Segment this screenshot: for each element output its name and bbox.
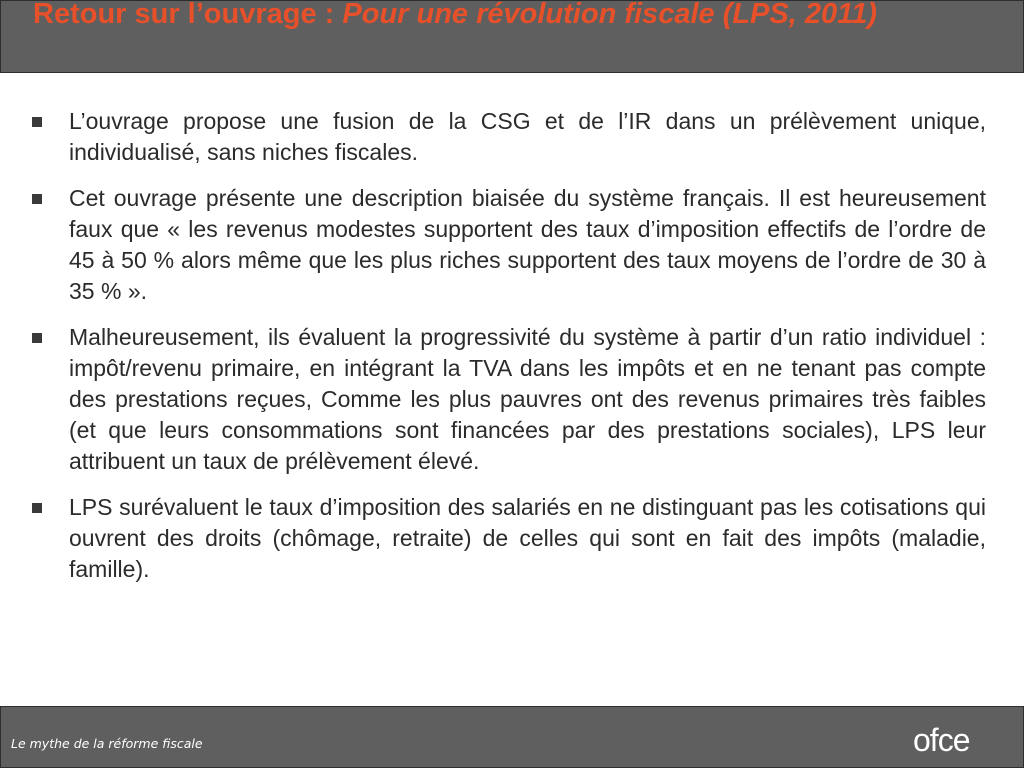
title-prefix: Retour sur l’ouvrage : [33,0,343,30]
bullet-text: Malheureusement, ils évaluent la progressivité du système à partir d’un ratio individuel : impôt/revenu primaire, en intégrant la TVA dans les impôts et en ne tenant pas compte des prestations reçues, Comme les plus pauvres ont des revenus primaires très faibles (et que leurs consommations sont financées par des prestations sociales), LPS leur attribuent un taux de prélèvement élevé. [69,324,986,474]
ofce-logo: ofce [913,722,970,758]
footer-caption: Le mythe de la réforme fiscale [11,736,203,751]
square-bullet-icon [32,194,42,204]
bullet-item [30,106,986,168]
slide-content [30,106,986,600]
footer-bar [0,706,1024,768]
bullet-text: L’ouvrage propose une fusion de la CSG et de l’IR dans un prélèvement unique, individualisé, sans niches fiscales. [69,108,986,165]
bullet-item [30,322,986,477]
header-bar [0,0,1024,73]
bullet-list [30,106,986,585]
square-bullet-icon [32,333,42,343]
bullet-text: LPS surévaluent le taux d’imposition des salariés en ne distinguant pas les cotisations qui ouvrent des droits (chômage, retraite) de celles qui sont en fait des impôts (maladie, famille). [69,494,986,582]
square-bullet-icon [32,117,42,127]
bullet-item [30,183,986,307]
bullet-text: Cet ouvrage présente une description biaisée du système français. Il est heureusement faux que « les revenus modestes supportent des taux d’imposition effectifs de l’ordre de 45 à 50 % alors même que les plus riches supportent des taux moyens de l’ordre de 30 à 35 % ». [69,185,986,304]
bullet-item [30,492,986,585]
square-bullet-icon [32,503,42,513]
slide-title [33,0,993,33]
title-book-name: Pour une révolution fiscale (LPS, 2011) [342,0,877,30]
